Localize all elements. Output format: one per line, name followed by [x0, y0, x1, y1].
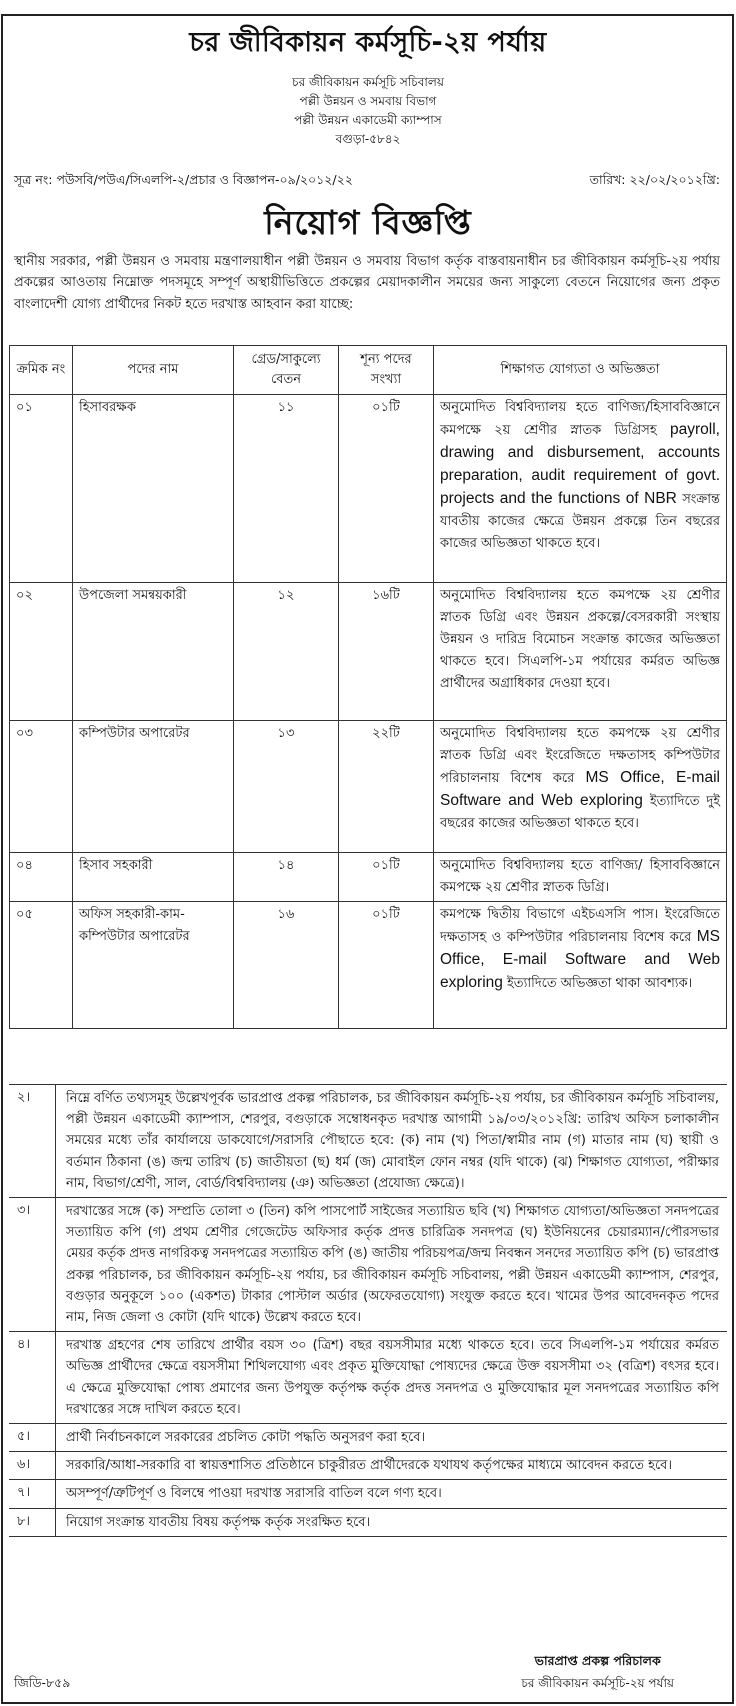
instruction-text: নিয়োগ সংক্রান্ত যাবতীয় বিষয় কর্তৃপক্ষ কর্তৃক সংরক্ষিত হবে।: [55, 1509, 727, 1536]
row-grade: ১৬: [234, 902, 339, 1029]
row-vacancy: ০১টি: [339, 902, 434, 1029]
header-serial: ক্রমিক নং: [10, 346, 73, 395]
instruction-text: অসম্পূর্ণ/ত্রুটিপূর্ণ ও বিলম্বে পাওয়া দরখাস্ত সরাসরি বাতিল বলে গণ্য হবে।: [55, 1480, 727, 1507]
signatory-organization: চর জীবিকায়ন কর্মসূচি-২য় পর্যায়: [521, 1676, 674, 1690]
table-row: [10, 902, 727, 1029]
notice-title: নিয়োগ বিজ্ঞপ্তি: [264, 203, 472, 242]
instruction-text: দরখাস্ত গ্রহণের শেষ তারিখে প্রার্থীর বয়স ৩০ (ত্রিশ) বছর বয়সসীমার মধ্যে থাকতে হবে। তবে সিএলপি-১ম পর্যায়ের কর্মরত অভিজ্ঞ প্রার্থীদের ক্ষেত্রে বয়সসীমা শিথিলযোগ্য এবং প্রকৃত মুক্তিযোদ্ধা পোষ্যদের ক্ষেত্রে উক্ত বয়সসীমা ৩২ (বত্রিশ) বৎসর হবে। এ ক্ষেত্রে মুক্তিযোদ্ধা পোষ্য প্রমাণের জন্য উপযুক্ত কর্তৃপক্ষ কর্তৃক প্রদত্ত সনদপত্র ও মুক্তিযোদ্ধার মূল সনদপত্রের সত্যায়িত কপি দরখাস্তের সঙ্গে দাখিল করতে হবে।: [55, 1332, 727, 1423]
qual-text-english: MS Office, E-mail Software and Web exploring: [440, 928, 720, 991]
instruction-number: ৩।: [17, 1203, 31, 1219]
instruction-text: সরকারি/আধা-সরকারি বা স্বায়ত্তশাসিত প্রতিষ্ঠানে চাকুরীরত প্রার্থীদেরকে যথাযথ কর্তৃপক্ষের মাধ্যমে আবেদন করতে হবে।: [55, 1452, 727, 1479]
row-post: কম্পিউটার অপারেটর: [73, 721, 234, 853]
instruction-number: ৬।: [17, 1457, 31, 1473]
instruction-number: ২।: [17, 1090, 31, 1105]
instruction-text: প্রার্থী নির্বাচনকালে সরকারের প্রচলিত কোটা পদ্ধতি অনুসরণ করা হবে।: [55, 1424, 727, 1451]
row-qualification: [434, 721, 727, 853]
instruction-item: [9, 1331, 727, 1424]
campus-line: পল্লী উন্নয়ন একাডেমী ক্যাম্পাস: [294, 113, 442, 127]
signatory-title: ভারপ্রাপ্ত প্রকল্প পরিচালক: [534, 1653, 661, 1668]
table-row: [10, 395, 727, 583]
instruction-text: নিম্নে বর্ণিত তথ্যসমূহ উল্লেখপূর্বক ভারপ্রাপ্ত প্রকল্প পরিচালক, চর জীবিকায়ন কর্মসূচি-২য় পর্যায়, চর জীবিকায়ন কর্মসূচি সচিবালয়, পল্লী উন্নয়ন একাডেমী ক্যাম্পাস, শেরপুর, বগুড়াকে সম্বোধনকৃত দরখাস্ত আগামী ১৯/০৩/২০১২খ্রি: তারিখ অফিস চলাকালীন সময়ের মধ্যে তাঁর কার্যালয়ে ডাকযোগে/সরাসরি পৌছাতে হবে: (ক) নাম (খ) পিতা/স্বামীর নাম (গ) মাতার নাম (ঘ) স্থায়ী ও বর্তমান ঠিকানা (ঙ) জন্ম তারিখ (চ) জাতীয়তা (ছ) ধর্ম (জ) মোবাইল ফোন নম্বর (যদি থাকে) (ঝ) শিক্ষাগত যোগ্যতা, পরীক্ষার নাম, বিভাগ/শ্রেণী, সাল, বোর্ড/বিশ্ববিদ্যালয় (ঞ) অভিজ্ঞতা (প্রযোজ্য ক্ষেত্রে)।: [55, 1085, 727, 1197]
instruction-item: [9, 1197, 727, 1332]
table-row: [10, 853, 727, 902]
row-grade: ১২: [234, 583, 339, 721]
instruction-text: দরখাস্তের সঙ্গে (ক) সম্প্রতি তোলা ৩ (তিন) কপি পাসপোর্ট সাইজের সত্যায়িত ছবি (খ) শিক্ষাগত যোগ্যতা/অভিজ্ঞতা সনদপত্রের সত্যায়িত কপি (গ) প্রথম শ্রেণীর গেজেটেড অফিসার কর্তৃক প্রদত্ত চারিত্রিক সনদপত্র (ঘ) ইউনিয়নের চেয়ারম্যান/পৌরসভার মেয়র কর্তৃক প্রদত্ত নাগরিকত্ব সনদপত্রের সত্যায়িত কপি (ঙ) জাতীয় পরিচয়পত্র/জন্ম নিবন্ধন সনদের সত্যায়িত কপি (চ) ভারপ্রাপ্ত প্রকল্প পরিচালক, চর জীবিকায়ন কর্মসূচি-২য় পর্যায়, চর জীবিকায়ন কর্মসূচি সচিবালয়, পল্লী উন্নয়ন একাডেমী ক্যাম্পাস, শেরপুর, বগুড়ার অনুকূলে ১০০ (একশত) টাকার পোস্টাল অর্ডার (অফেরতযোগ্য) সংযুক্ত করতে হবে। খামের উপর আবেদনকৃত পদের নাম, নিজ জেলা ও কোটা (যদি থাকে) উল্লেখ করতে হবে।: [55, 1198, 727, 1331]
header-qualification: শিক্ষাগত যোগ্যতা ও অভিজ্ঞতা: [434, 346, 727, 395]
row-grade: ১৩: [234, 721, 339, 853]
row-vacancy: ২২টি: [339, 721, 434, 853]
qual-text: অনুমোদিত বিশ্ববিদ্যালয় হতে কমপক্ষে ২য় শ্রেণীর স্নাতক ডিগ্রি এবং উন্নয়ন প্রকল্পে/বেসরকারী সংস্থায় উন্নয়ন ও দারিদ্র বিমোচন সংক্রান্ত কাজের অভিজ্ঞতা থাকতে হবে। সিএলপি-১ম পর্যায়ের কর্মরত অভিজ্ঞ প্রার্থীদের অগ্রাধিকার দেওয়া হবে।: [440, 588, 720, 691]
table-row: [10, 583, 727, 721]
row-post: উপজেলা সমন্বয়কারী: [73, 583, 234, 721]
instructions-list: [9, 1085, 727, 1537]
qual-text: অনুমোদিত বিশ্ববিদ্যালয় হতে বাণিজ্য/ হিসাববিজ্ঞানে কমপক্ষে ২য় শ্রেণীর স্নাতক ডিগ্রি।: [440, 858, 720, 895]
instruction-number: ৭।: [17, 1485, 31, 1501]
table-header-row: [10, 346, 727, 395]
qual-text: অনুমোদিত বিশ্ববিদ্যালয় হতে কমপক্ষে ২য় শ্রেণীর স্নাতক ডিগ্রি এবং ইংরেজিতে দক্ষতাসহ কম্পিউটার পরিচালনায় বিশেষ করে: [440, 726, 720, 786]
row-grade: ১১: [234, 395, 339, 583]
row-vacancy: ১৬টি: [339, 583, 434, 721]
instruction-item: [9, 1508, 727, 1537]
qual-text-english: MS Office, E-mail Software and Web exploring: [440, 769, 720, 809]
notice-date: তারিখ: ২২/০২/২০১২খ্রি:: [589, 172, 720, 187]
row-post: হিসাব সহকারী: [73, 853, 234, 902]
row-serial: ০৫: [10, 902, 73, 1029]
header-grade: গ্রেড/সাকুল্যে বেতন: [234, 346, 339, 395]
qual-text: অনুমোদিত বিশ্ববিদ্যালয় হতে বাণিজ্য/হিসাববিজ্ঞানে কমপক্ষে ২য় শ্রেণীর স্নাতক ডিগ্রিসহ: [440, 400, 720, 438]
city-line: বগুড়া-৫৮৪২: [335, 132, 401, 146]
signature-block: [521, 1650, 674, 1694]
instruction-item: [9, 1084, 727, 1198]
program-title: চর জীবিকায়ন কর্মসূচি-২য় পর্যায়: [189, 27, 547, 58]
row-qualification: [434, 902, 727, 1029]
instruction-item: [9, 1423, 727, 1452]
qual-text: কমপক্ষে দ্বিতীয় বিভাগে এইচএসসি পাস। ইংরেজিতে দক্ষতাসহ ও কম্পিউটার পরিচালনায় বিশেষ করে: [440, 907, 720, 945]
letterhead: [10, 22, 726, 149]
instruction-item: [9, 1451, 727, 1480]
row-serial: ০৩: [10, 721, 73, 853]
row-serial: ০২: [10, 583, 73, 721]
row-post: হিসাবরক্ষক: [73, 395, 234, 583]
header-vacancy: শূন্য পদের সংখ্যা: [339, 346, 434, 395]
row-qualification: [434, 853, 727, 902]
row-qualification: [434, 395, 727, 583]
row-grade: ১৪: [234, 853, 339, 902]
row-qualification: [434, 583, 727, 721]
header-post: পদের নাম: [73, 346, 234, 395]
memo-number: সূত্র নং: পউসবি/পউএ/সিএলপি-২/প্রচার ও বিজ্ঞাপন-০৯/২০১২/২২: [14, 172, 353, 187]
intro-paragraph: স্থানীয় সরকার, পল্লী উন্নয়ন ও সমবায় মন্ত্রণালয়াধীন পল্লী উন্নয়ন ও সমবায় বিভাগ কর্তৃক বাস্তবায়নাধীন চর জীবিকায়ন কর্মসূচি-২য় পর্যায় প্রকল্পের আওতায় নিম্নোক্ত পদসমূহে সম্পূর্ণ অস্থায়ীভিত্তিতে প্রকল্পের মেয়াদকালীন সময়ের জন্য সাকুল্যে বেতনে নিয়োগের জন্য প্রকৃত বাংলাদেশী যোগ্য প্রার্থীদের নিকট হতে দরখাস্ত আহবান করা যাচ্ছে:: [14, 254, 720, 312]
table-row: [10, 721, 727, 853]
row-serial: ০৪: [10, 853, 73, 902]
qual-text: ইত্যাদিতে অভিজ্ঞতা থাকা আবশ্যক।: [507, 976, 693, 991]
vacancy-table: [9, 345, 727, 1029]
qual-text-english: payroll, drawing and disbursement, accounts preparation, audit requirement of govt. projects and the functions of NBR: [440, 421, 720, 507]
instruction-number: ৮।: [17, 1513, 31, 1529]
office-line: চর জীবিকায়ন কর্মসূচি সচিবালয়: [292, 75, 444, 89]
row-post: অফিস সহকারী-কাম-কম্পিউটার অপারেটর: [73, 902, 234, 1029]
reference-row: [14, 172, 720, 192]
instruction-number: ৫।: [17, 1429, 31, 1445]
row-serial: ০১: [10, 395, 73, 583]
qual-text: সংক্রান্ত যাবতীয় কাজের ক্ষেত্রে উন্নয়ন প্রকল্পে তিন বছরের কাজের অভিজ্ঞতা থাকতে হবে।: [440, 492, 720, 551]
instruction-item: [9, 1479, 727, 1508]
instruction-number: ৪।: [17, 1337, 31, 1353]
row-vacancy: ০১টি: [339, 853, 434, 902]
qual-text: ইত্যাদিতে দুই বছরের কাজের অভিজ্ঞতা থাকতে হবে।: [440, 794, 720, 831]
gd-code: জিডি-৮৫৯: [14, 1675, 71, 1690]
row-vacancy: ০১টি: [339, 395, 434, 583]
division-line: পল্লী উন্নয়ন ও সমবায় বিভাগ: [299, 94, 437, 108]
